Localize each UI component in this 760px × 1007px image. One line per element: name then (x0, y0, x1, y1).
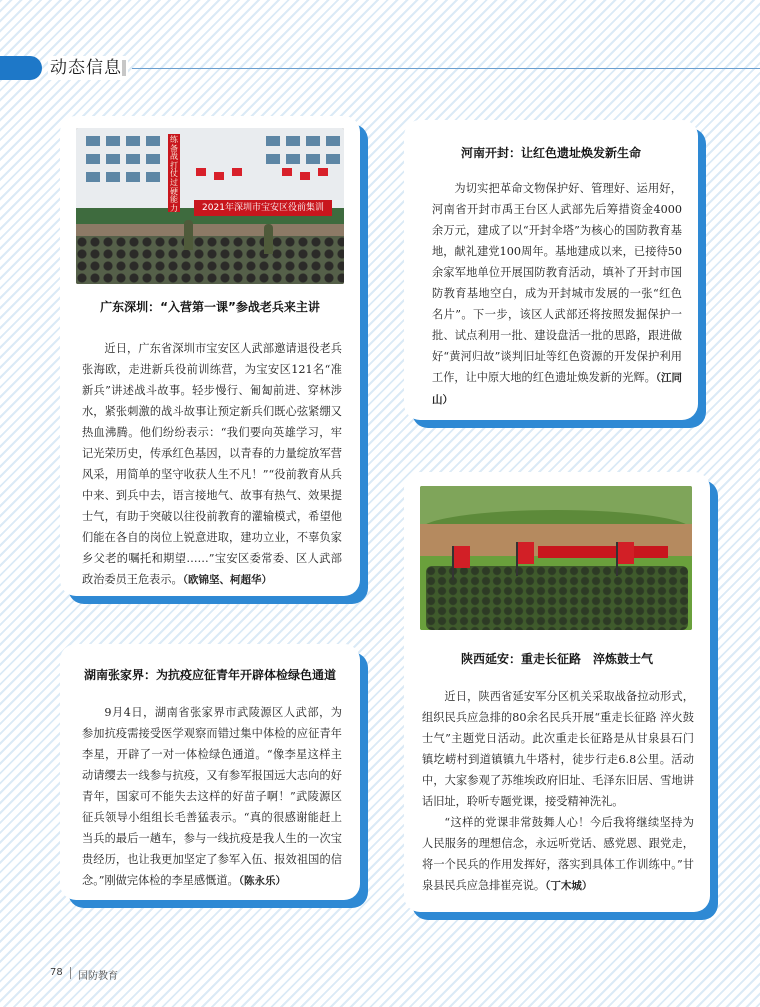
article-body-shenzhen: 近日，广东省深圳市宝安区人武部邀请退役老兵张海欧，走进新兵役前训练营，为宝安区121名“准新兵”讲述战斗故事。轻步慢行、匍匐前进、穿林涉水，紧张刺激的战斗故事让预定新兵们既心弦紧绷又热血沸腾。他们纷纷表示：“我们要向英雄学习，牢记光荣历史，传承红色基因，以青春的力量绽放军营风采，用简单的坚守收获人生不凡！”“役前教育从兵中来、到兵中去，语言接地气、故事有热气、效果提士气，有助于突破以往役前教育的灌输模式，希望他们能在各自的岗位上锐意进取，建功立业，不辜负家乡父老的嘱托和期望……”宝安区委常委、区人武部政治委员王危表示。（欧锦坚、柯超华） (82, 342, 342, 586)
article-body-zhangjiajie: 9月4日，湖南省张家界市武陵源区人武部，为参加抗疫需接受医学观察而错过集中体检的应征青年李星，开辟了一对一体检绿色通道。“像李星这样主动请缨去一线参与抗疫，又有参军报国远大志向的好青年，国家可不能失去这样的好苗子啊！”武陵源区征兵领导小组组长毛善猛表示。“真的很感谢能赶上当兵的最后一趟车，参与一线抗疫是我人生的一次宝贵经历，也让我更加坚定了参军入伍、报效祖国的信念。”刚做完体检的李星感慨道。（陈永乐） (82, 706, 342, 887)
photo-shaanxi-march (420, 486, 692, 630)
red-flag (518, 542, 534, 564)
page-footer (0, 964, 760, 982)
footer-separator (70, 967, 71, 979)
article-card-kaifeng (404, 120, 698, 420)
photo-veteran-speaker (184, 220, 193, 250)
article-title-shenzhen: 广东深圳：“入营第一课”参战老兵来主讲 (100, 300, 320, 314)
photo-officer (264, 224, 273, 254)
article-author-kaifeng: （江同山） (432, 372, 683, 406)
article-title-shaanxi: 陕西延安：重走长征路 淬炼鼓士气 (460, 652, 653, 666)
article-author-shenzhen: （欧锦坚、柯超华） (182, 574, 272, 586)
article-author-shaanxi: （丁木城） (545, 880, 593, 892)
article-body-shaanxi-2: “这样的党课非常鼓舞人心！今后我将继续坚持为人民服务的理想信念，永远听党话、感党恩、跟党走，将一个民兵的作用发挥好，落实到具体工作训练中。”甘泉县民兵应急排崔亮说。（丁木城） (422, 816, 694, 892)
red-flag (454, 546, 470, 568)
photo-banner: 2021年深圳市宝安区役前集训 (194, 200, 332, 216)
magazine-name: 国防教育 (78, 971, 118, 982)
article-title-zhangjiajie: 湖南张家界：为抗疫应征青年开辟体检绿色通道 (83, 668, 336, 682)
photo-militia-group (426, 566, 688, 630)
photo-seated-recruits (76, 236, 344, 284)
page-number: 78 (50, 967, 63, 978)
section-accent-pill (0, 56, 42, 80)
section-header (0, 56, 760, 80)
photo-banner (538, 546, 668, 558)
photo-shenzhen-training (76, 128, 344, 284)
article-body-shaanxi-1: 近日，陕西省延安军分区机关采取战备拉动形式，组织民兵应急排的80余名民兵开展“重走长征路 淬火鼓士气”主题党日活动。此次重走长征路是从甘泉县石门镇圪崂村到道镇镇九牛塔村，徒步行走6.8公里。活动中，大家参观了苏维埃政府旧址、毛泽东旧居、雪地讲话旧址，聆听专题党课，接受精神洗礼。 (422, 690, 694, 808)
red-flag (618, 542, 634, 564)
article-author-zhangjiajie: （陈永乐） (238, 875, 286, 887)
article-card-zhangjiajie (60, 644, 360, 900)
photo-vertical-banner: 练备战打仗过硬能力 (170, 135, 178, 213)
article-title-kaifeng: 河南开封：让红色遗址焕发新生命 (460, 146, 641, 160)
section-divider-tick (122, 60, 126, 76)
section-rule (132, 68, 760, 69)
section-title: 动态信息 (48, 56, 128, 80)
article-body-kaifeng: 为切实把革命文物保护好、管理好、运用好，河南省开封市禹王台区人武部先后筹措资金4000余万元，建成了以“开封伞塔”为核心的国防教育基地，献礼建党100周年。基地建成以来，已接待50余家军地单位开展国防教育活动，填补了开封市国防教育基地空白，成为开封城市发展的一张“红色名片”。下一步，该区人武部还将按照发掘保护一批、试点利用一批、建设盘活一批的思路，跟进做好“黄河归故”谈判旧址等红色资源的开发保护利用工作，让中原大地的红色遗址焕发新的光辉。（江同山） (432, 182, 683, 406)
